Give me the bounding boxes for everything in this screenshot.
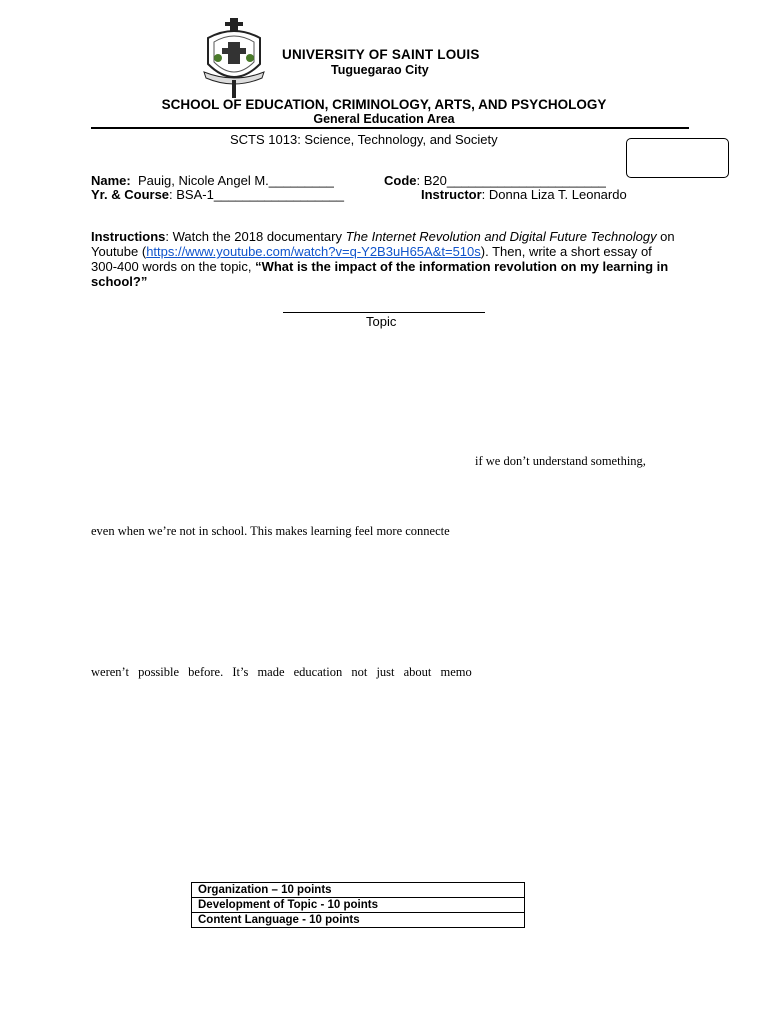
instructions-paragraph bbox=[91, 229, 681, 289]
table-row bbox=[192, 913, 525, 928]
code-field bbox=[384, 173, 606, 188]
essay-fragment: even when we’re not in school. This makes learning feel more connecte bbox=[91, 524, 450, 538]
table-row bbox=[192, 883, 525, 898]
topic-label: Topic bbox=[366, 314, 397, 329]
university-city: Tuguegarao City bbox=[331, 63, 429, 77]
instructions-text-2: on Youtube ( bbox=[91, 229, 675, 259]
youtube-link[interactable]: https://www.youtube.com/watch?v=q-Y2B3uH65A&t=510s bbox=[146, 244, 481, 259]
instructor-value: : Donna Liza T. Leonardo bbox=[481, 187, 627, 202]
instructions-label: Instructions bbox=[91, 229, 166, 244]
course-title: SCTS 1013: Science, Technology, and Society bbox=[230, 132, 498, 147]
topic-underline bbox=[283, 312, 485, 313]
rubric-item: Development of Topic - 10 points bbox=[192, 898, 525, 913]
school-name: SCHOOL OF EDUCATION, CRIMINOLOGY, ARTS, AND PSYCHOLOGY bbox=[161, 97, 607, 112]
header-divider bbox=[91, 127, 689, 129]
rubric-item: Content Language - 10 points bbox=[192, 913, 525, 928]
instructor-label: Instructor bbox=[421, 187, 482, 202]
code-value: : B20______________________ bbox=[416, 173, 606, 188]
name-value: Pauig, Nicole Angel M._________ bbox=[137, 173, 334, 188]
education-area: General Education Area bbox=[313, 112, 455, 126]
essay-fragment: weren’t possible before. It’s made education not just about memo bbox=[91, 665, 472, 679]
instructions-text: : Watch the 2018 documentary bbox=[165, 229, 346, 244]
year-course-value: : BSA-1__________________ bbox=[169, 187, 344, 202]
essay-fragment: if we don’t understand something, bbox=[475, 454, 646, 468]
essay-question: “What is the impact of the information revolution on my learning in school?” bbox=[91, 259, 669, 289]
instructor-field bbox=[421, 187, 627, 202]
table-row bbox=[192, 898, 525, 913]
rubric-table bbox=[191, 882, 525, 928]
rubric-item: Organization – 10 points bbox=[192, 883, 525, 898]
university-seal-logo bbox=[198, 18, 270, 100]
score-box bbox=[626, 138, 729, 178]
year-course-label: Yr. & Course bbox=[91, 187, 170, 202]
name-label: Name: bbox=[91, 173, 131, 188]
university-name: UNIVERSITY OF SAINT LOUIS bbox=[282, 47, 480, 62]
documentary-title: The Internet Revolution and Digital Future Technology bbox=[345, 229, 657, 244]
name-field bbox=[91, 173, 334, 188]
year-course-field bbox=[91, 187, 344, 202]
instructions-text-3: ). Then, write a short essay of 300-400 words on the topic, bbox=[91, 244, 652, 274]
code-label: Code bbox=[384, 173, 417, 188]
